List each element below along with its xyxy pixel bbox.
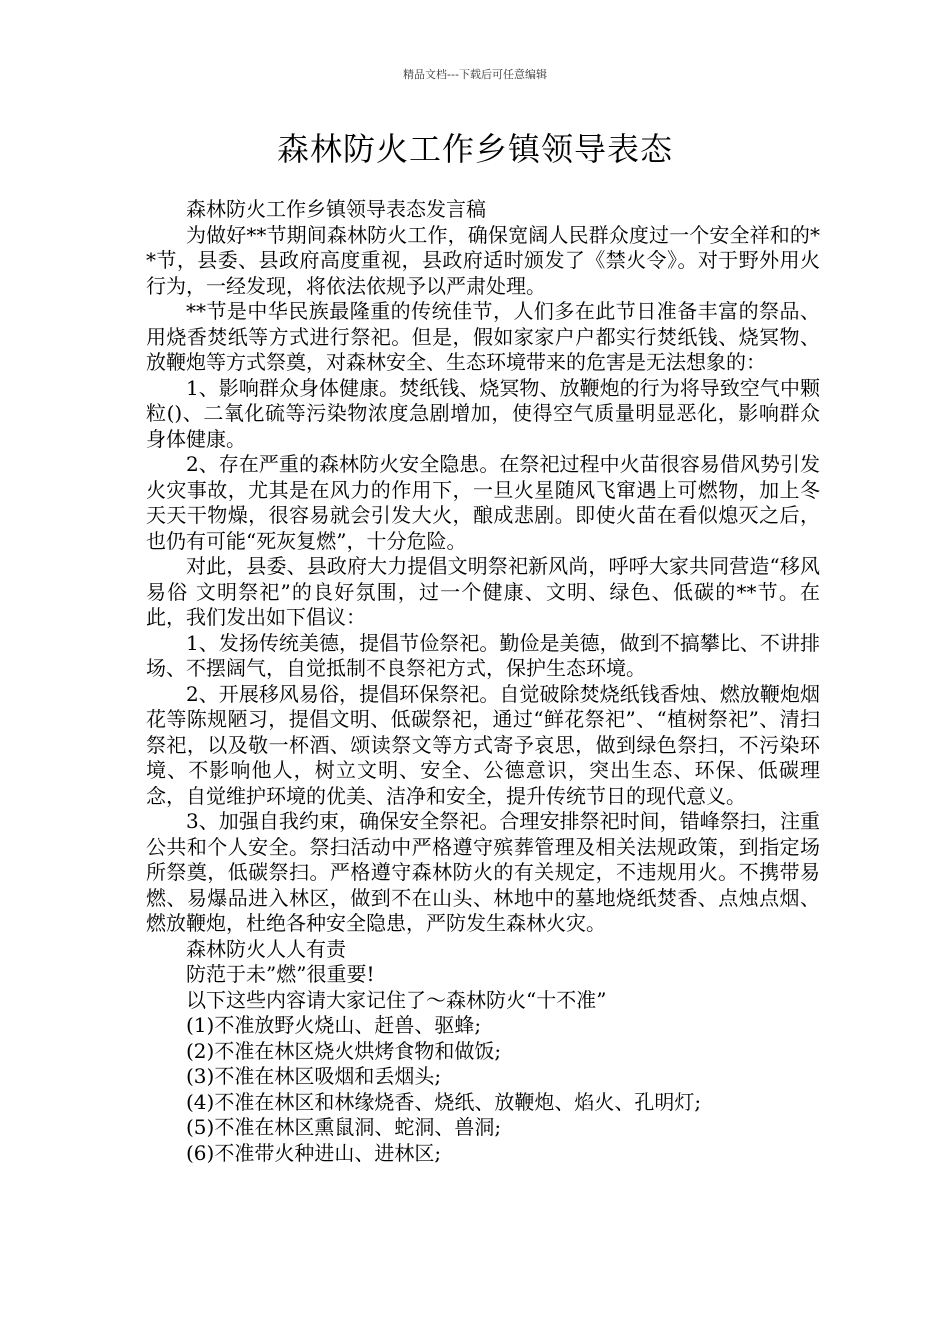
paragraph-subtitle: 森林防火工作乡镇领导表态发言稿	[186, 197, 486, 221]
list-item: (4)不准在林区和林缘烧香、烧纸、放鞭炮、焰火、孔明灯;	[186, 1089, 702, 1114]
header-note: 精品文档---下载后可任意编辑	[403, 68, 547, 81]
list-item: (1)不准放野火烧山、赶兽、驱蜂;	[186, 1013, 482, 1037]
list-item: (6)不准带火种进山、进林区;	[186, 1140, 442, 1165]
paragraph: 3、加强自我约束，确保安全祭祀。合理安排祭祀时间，错峰祭扫，注重公共和个人安全。祭扫活动中严格遵守殡葬管理及相关法规政策，到指定场所祭奠，低碳祭扫。严格遵守森林防火的有关规定，不违规用火。不携带易燃、易爆品进入林区，做到不在山头、林地中的墓地烧纸焚香、点烛点烟、燃放鞭炮，杜绝各种安全隐患，严防发生森林火灾。	[146, 809, 820, 935]
paragraph: 森林防火人人有责	[186, 936, 346, 961]
paragraph: 2、开展移风易俗，提倡环保祭祀。自觉破除焚烧纸钱香烛、燃放鞭炮烟花等陈规陋习，提倡文明、低碳祭祀，通过“鲜花祭祀”、“植树祭祀”、清扫祭祀，以及敬一杯酒、颂读祭文等方式寄予哀思，做到绿色祭扫，不污染环境、不影响他人，树立文明、安全、公德意识，突出生态、环保、低碳理念，自觉维护环境的优美、洁净和安全，提升传统节日的现代意义。	[146, 681, 820, 808]
paragraph: 1、影响群众身体健康。焚纸钱、烧冥物、放鞭炮的行为将导致空气中颗粒()、二氧化硫等污染物浓度急剧增加，使得空气质量明显恶化，影响群众身体健康。	[146, 375, 820, 451]
paragraph: 1、发扬传统美德，提倡节俭祭祀。勤俭是美德，做到不搞攀比、不讲排场、不摆阔气，自觉抵制不良祭祀方式，保护生态环境。	[146, 630, 820, 680]
paragraph: 以下这些内容请大家记住了～森林防火“十不准”	[186, 987, 607, 1012]
list-item: (2)不准在林区烧火烘烤食物和做饭;	[186, 1038, 502, 1063]
list-item: (5)不准在林区熏鼠洞、蛇洞、兽洞;	[186, 1115, 502, 1139]
document-body	[146, 197, 820, 1166]
document-title: 森林防火工作乡镇领导表态	[276, 130, 673, 168]
paragraph: 对此，县委、县政府大力提倡文明祭祀新风尚，呼呼大家共同营造“移风易俗 文明祭祀”的良好氛围，过一个健康、文明、绿色、低碳的**节。在此，我们发出如下倡议：	[146, 554, 820, 629]
paragraph: 为做好**节期间森林防火工作，确保宽阔人民群众度过一个安全祥和的**节，县委、县政府高度重视，县政府适时颁发了《禁火令》。对于野外用火行为，一经发现，将依法依规予以严肃处理。	[146, 222, 820, 298]
paragraph: 防范于未”燃”很重要!	[186, 962, 375, 986]
paragraph: 2、存在严重的森林防火安全隐患。在祭祀过程中火苗很容易借风势引发火灾事故，尤其是在风力的作用下，一旦火星随风飞窜遇上可燃物，加上冬天天干物燥，很容易就会引发大火，酿成悲剧。即使火苗在看似熄灭之后，也仍有可能“死灰复燃”，十分危险。	[146, 452, 820, 553]
list-item: (3)不准在林区吸烟和丢烟头;	[186, 1064, 442, 1088]
paragraph: **节是中华民族最隆重的传统佳节，人们多在此节日准备丰富的祭品、用烧香焚纸等方式进行祭祀。但是，假如家家户户都实行焚纸钱、烧冥物、放鞭炮等方式祭奠，对森林安全、生态环境带来的危害是无法想象的：	[146, 299, 820, 374]
